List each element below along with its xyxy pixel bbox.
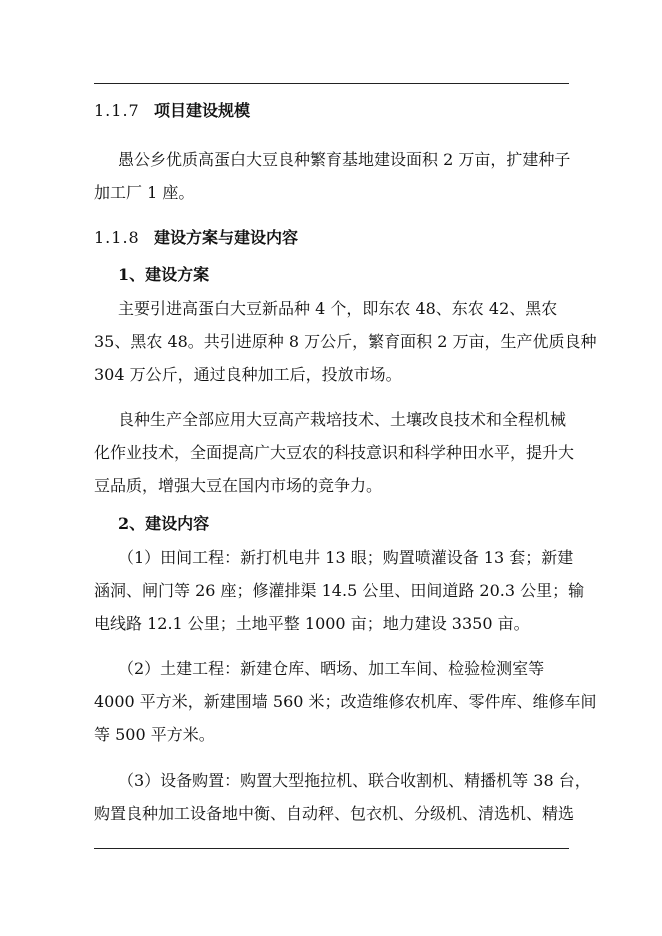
- paragraph-line: （3）设备购置：购置大型拖拉机、联合收割机、精播机等 38 台，: [118, 771, 591, 790]
- paragraph-line: 电线路 12.1 公里；土地平整 1000 亩；地力建设 3350 亩。: [94, 614, 530, 633]
- paragraph-line: 主要引进高蛋白大豆新品种 4 个，即东农 48、东农 42、黑农: [118, 299, 558, 318]
- subsection-heading: 1、建设方案: [118, 265, 210, 284]
- paragraph-line: 涵洞、闸门等 26 座；修灌排渠 14.5 公里、田间道路 20.3 公里；输: [94, 581, 585, 600]
- paragraph-line: 35、黑农 48。共引进原种 8 万公斤，繁育面积 2 万亩，生产优质良种: [94, 332, 597, 351]
- paragraph-line: 4000 平方米，新建围墙 560 米；改造维修农机库、零件库、维修车间: [94, 692, 597, 711]
- paragraph-line: 化作业技术，全面提高广大豆农的科技意识和科学种田水平，提升大: [94, 443, 575, 462]
- paragraph-line: 加工厂 1 座。: [94, 183, 195, 202]
- paragraph-line: （1）田间工程：新打机电井 13 眼；购置喷灌设备 13 套；新建: [118, 548, 574, 567]
- section-heading-1-1-8: [94, 227, 569, 249]
- paragraph-line: 购置良种加工设备地中衡、自动秤、包衣机、分级机、清选机、精选: [94, 804, 575, 823]
- footer-rule: [94, 848, 569, 849]
- header-rule: [94, 83, 569, 84]
- section-title: 建设方案与建设内容: [154, 228, 299, 247]
- paragraph-line: 良种生产全部应用大豆高产栽培技术、土壤改良技术和全程机械: [118, 410, 567, 429]
- section-number: 1.1.7: [94, 101, 140, 120]
- paragraph-line: 304 万公斤，通过良种加工后，投放市场。: [94, 365, 402, 384]
- section-number: 1.1.8: [94, 228, 140, 247]
- paragraph-line: 愚公乡优质高蛋白大豆良种繁育基地建设面积 2 万亩，扩建种子: [118, 150, 571, 169]
- paragraph-line: （2）土建工程：新建仓库、晒场、加工车间、检验检测室等: [118, 659, 545, 678]
- section-heading-1-1-7: [94, 100, 569, 122]
- paragraph-line: 等 500 平方米。: [94, 725, 215, 744]
- subsection-heading: 2、建设内容: [118, 514, 210, 533]
- paragraph-line: 豆品质，增强大豆在国内市场的竞争力。: [94, 476, 383, 495]
- section-title: 项目建设规模: [154, 101, 251, 120]
